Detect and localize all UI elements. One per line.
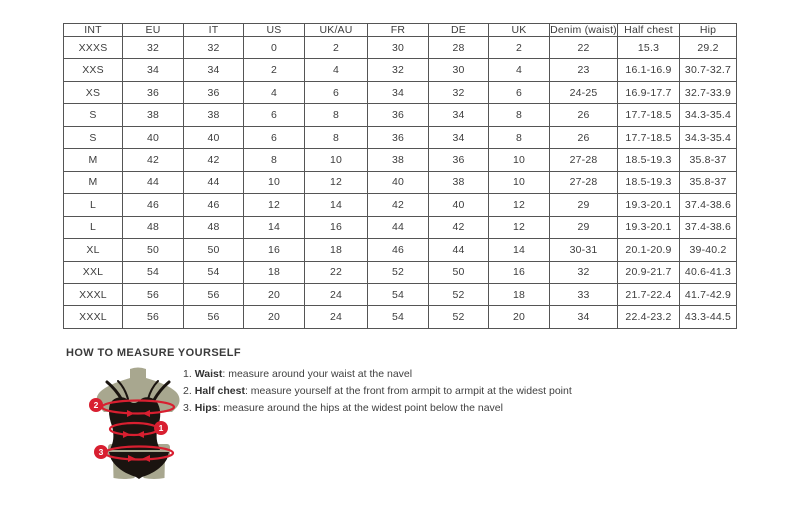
- size-cell: 36: [184, 81, 244, 103]
- size-cell: 33: [550, 283, 618, 305]
- size-cell: 48: [123, 216, 184, 238]
- step-number: 2.: [183, 385, 192, 397]
- column-header: Denim (waist): [550, 24, 617, 36]
- size-cell: 28: [429, 37, 489, 59]
- size-cell: 50: [184, 239, 244, 261]
- size-cell: 8: [489, 104, 550, 126]
- size-cell: 17.7-18.5: [618, 104, 680, 126]
- size-cell: 21.7-22.4: [618, 283, 680, 305]
- size-cell: 16: [244, 239, 305, 261]
- column-header: DE: [429, 24, 489, 37]
- size-cell: XXXL: [64, 283, 123, 305]
- step-number: 1.: [183, 368, 192, 380]
- size-cell: 2: [305, 37, 368, 59]
- size-cell: 0: [244, 37, 305, 59]
- size-cell: 27-28: [550, 171, 618, 193]
- size-cell: 42: [184, 149, 244, 171]
- size-cell: 12: [244, 194, 305, 216]
- size-cell: 36: [368, 126, 429, 148]
- size-cell: 34: [429, 126, 489, 148]
- svg-text:3: 3: [98, 447, 104, 457]
- size-cell: 17.7-18.5: [618, 126, 680, 148]
- size-cell: 8: [489, 126, 550, 148]
- measure-heading: HOW TO MEASURE YOURSELF: [66, 347, 242, 359]
- size-cell: 37.4-38.6: [680, 194, 737, 216]
- size-cell: 44: [368, 216, 429, 238]
- chest-badge: [89, 398, 103, 412]
- size-cell: 30: [368, 37, 429, 59]
- size-cell: 6: [244, 126, 305, 148]
- table-row: [64, 126, 737, 148]
- size-cell: 52: [429, 306, 489, 329]
- table-row: [64, 104, 737, 126]
- size-cell: 34.3-35.4: [680, 126, 737, 148]
- size-cell: 22: [305, 261, 368, 283]
- size-cell: 54: [368, 306, 429, 329]
- size-table: [63, 23, 737, 329]
- size-cell: 48: [184, 216, 244, 238]
- step-number: 3.: [183, 402, 192, 414]
- size-cell: 18: [244, 261, 305, 283]
- column-header: UK: [489, 24, 550, 37]
- table-row: [64, 306, 737, 329]
- size-cell: 16.9-17.7: [618, 81, 680, 103]
- size-cell: 6: [244, 104, 305, 126]
- size-cell: 32.7-33.9: [680, 81, 737, 103]
- size-cell: 35.8-37: [680, 171, 737, 193]
- column-header: Half chest: [618, 24, 680, 37]
- table-row: [64, 261, 737, 283]
- size-cell: 40: [429, 194, 489, 216]
- size-cell: 39-40.2: [680, 239, 737, 261]
- size-cell: 20.9-21.7: [618, 261, 680, 283]
- size-cell: 10: [305, 149, 368, 171]
- step-term: Waist: [194, 368, 223, 380]
- size-cell: 32: [368, 59, 429, 81]
- svg-text:1: 1: [158, 423, 164, 433]
- size-cell: 20: [489, 306, 550, 329]
- size-cell: 38: [123, 104, 184, 126]
- size-cell: 12: [305, 171, 368, 193]
- table-row: [64, 81, 737, 103]
- table-row: [64, 171, 737, 193]
- column-header: INT: [64, 24, 123, 37]
- size-cell: XXS: [64, 59, 123, 81]
- size-cell: 20: [244, 306, 305, 329]
- size-cell: 46: [184, 194, 244, 216]
- size-cell: 27-28: [550, 149, 618, 171]
- size-cell: 20.1-20.9: [618, 239, 680, 261]
- size-cell: 34: [429, 104, 489, 126]
- size-cell: 16.1-16.9: [618, 59, 680, 81]
- size-cell: 32: [550, 261, 618, 283]
- size-cell: 12: [489, 216, 550, 238]
- size-cell: 36: [429, 149, 489, 171]
- size-cell: 10: [489, 149, 550, 171]
- column-header: IT: [184, 24, 244, 37]
- size-cell: 14: [489, 239, 550, 261]
- size-cell: 2: [244, 59, 305, 81]
- size-cell: M: [64, 171, 123, 193]
- size-cell: 56: [184, 306, 244, 329]
- size-cell: 32: [429, 81, 489, 103]
- step-text: : measure around the hips at the widest point below the navel: [217, 402, 503, 414]
- size-table-body: [64, 37, 737, 329]
- size-cell: 56: [123, 306, 184, 329]
- size-cell: XL: [64, 239, 123, 261]
- size-cell: 38: [368, 149, 429, 171]
- measure-step-half-chest: [183, 383, 572, 400]
- size-cell: 52: [429, 283, 489, 305]
- svg-text:2: 2: [93, 400, 99, 410]
- size-cell: S: [64, 126, 123, 148]
- size-cell: 19.3-20.1: [618, 216, 680, 238]
- size-cell: 34.3-35.4: [680, 104, 737, 126]
- size-cell: 24: [305, 306, 368, 329]
- size-cell: 29: [550, 194, 618, 216]
- step-term: Half chest: [194, 385, 245, 397]
- mannequin-illustration: [82, 366, 197, 486]
- column-header: US: [244, 24, 305, 37]
- size-cell: 52: [368, 261, 429, 283]
- size-cell: 46: [123, 194, 184, 216]
- size-cell: 8: [305, 104, 368, 126]
- size-cell: 18: [305, 239, 368, 261]
- size-cell: 42: [429, 216, 489, 238]
- size-cell: 14: [305, 194, 368, 216]
- size-cell: 41.7-42.9: [680, 283, 737, 305]
- size-cell: 34: [184, 59, 244, 81]
- size-cell: 37.4-38.6: [680, 216, 737, 238]
- column-header: FR: [368, 24, 429, 37]
- size-cell: 10: [244, 171, 305, 193]
- size-cell: 8: [244, 149, 305, 171]
- size-cell: 40: [123, 126, 184, 148]
- size-cell: 44: [429, 239, 489, 261]
- table-row: [64, 216, 737, 238]
- size-cell: 6: [305, 81, 368, 103]
- size-cell: 30-31: [550, 239, 618, 261]
- size-cell: 18.5-19.3: [618, 171, 680, 193]
- measurement-figure: [82, 366, 197, 486]
- column-header: UK/AU: [305, 24, 368, 37]
- measure-step-hips: [183, 400, 572, 417]
- size-cell: 44: [123, 171, 184, 193]
- size-cell: 6: [489, 81, 550, 103]
- size-cell: 38: [184, 104, 244, 126]
- size-cell: 8: [305, 126, 368, 148]
- header-row: [64, 24, 737, 37]
- size-cell: 22.4-23.2: [618, 306, 680, 329]
- size-cell: XS: [64, 81, 123, 103]
- size-cell: 36: [123, 81, 184, 103]
- size-cell: 23: [550, 59, 618, 81]
- step-term: Hips: [194, 402, 218, 414]
- size-cell: 38: [429, 171, 489, 193]
- size-cell: 18.5-19.3: [618, 149, 680, 171]
- size-cell: 26: [550, 126, 618, 148]
- table-row: [64, 37, 737, 59]
- table-row: [64, 283, 737, 305]
- size-cell: 24-25: [550, 81, 618, 103]
- size-cell: 30: [429, 59, 489, 81]
- size-cell: 4: [489, 59, 550, 81]
- size-cell: 40: [368, 171, 429, 193]
- size-cell: L: [64, 216, 123, 238]
- size-cell: 32: [184, 37, 244, 59]
- column-header: EU: [123, 24, 184, 37]
- size-cell: 18: [489, 283, 550, 305]
- size-cell: 43.3-44.5: [680, 306, 737, 329]
- size-cell: XXXS: [64, 37, 123, 59]
- size-cell: 24: [305, 283, 368, 305]
- size-cell: 29.2: [680, 37, 737, 59]
- size-cell: S: [64, 104, 123, 126]
- table-row: [64, 194, 737, 216]
- size-cell: 29: [550, 216, 618, 238]
- size-cell: 16: [489, 261, 550, 283]
- size-cell: 42: [368, 194, 429, 216]
- size-cell: 4: [305, 59, 368, 81]
- table-row: [64, 149, 737, 171]
- size-cell: 22: [550, 37, 618, 59]
- size-cell: XXL: [64, 261, 123, 283]
- size-cell: 56: [123, 283, 184, 305]
- table-row: [64, 239, 737, 261]
- waist-badge: [154, 421, 168, 435]
- size-cell: 40: [184, 126, 244, 148]
- size-cell: 15.3: [618, 37, 680, 59]
- measure-step-waist: [183, 366, 572, 383]
- size-cell: 30.7-32.7: [680, 59, 737, 81]
- size-cell: 50: [429, 261, 489, 283]
- size-cell: 34: [368, 81, 429, 103]
- size-cell: 16: [305, 216, 368, 238]
- size-cell: 19.3-20.1: [618, 194, 680, 216]
- size-cell: 54: [368, 283, 429, 305]
- size-cell: 54: [184, 261, 244, 283]
- size-cell: 32: [123, 37, 184, 59]
- size-cell: 12: [489, 194, 550, 216]
- step-text: : measure around your waist at the navel: [222, 368, 413, 380]
- size-cell: 14: [244, 216, 305, 238]
- size-cell: 46: [368, 239, 429, 261]
- size-cell: 54: [123, 261, 184, 283]
- size-cell: 26: [550, 104, 618, 126]
- size-cell: 40.6-41.3: [680, 261, 737, 283]
- step-text: : measure yourself at the front from armpit to armpit at the widest point: [244, 385, 572, 397]
- size-cell: 56: [184, 283, 244, 305]
- size-cell: 2: [489, 37, 550, 59]
- table-row: [64, 59, 737, 81]
- size-table-section: [63, 23, 737, 329]
- size-cell: 4: [244, 81, 305, 103]
- measure-steps: [183, 366, 572, 417]
- column-header: Hip: [680, 24, 737, 37]
- size-cell: 34: [550, 306, 618, 329]
- size-cell: 34: [123, 59, 184, 81]
- size-cell: 50: [123, 239, 184, 261]
- size-cell: 42: [123, 149, 184, 171]
- size-cell: M: [64, 149, 123, 171]
- size-cell: 20: [244, 283, 305, 305]
- size-cell: 35.8-37: [680, 149, 737, 171]
- hips-badge: [94, 445, 108, 459]
- size-cell: 36: [368, 104, 429, 126]
- size-cell: L: [64, 194, 123, 216]
- size-cell: XXXL: [64, 306, 123, 329]
- size-cell: 44: [184, 171, 244, 193]
- size-cell: 10: [489, 171, 550, 193]
